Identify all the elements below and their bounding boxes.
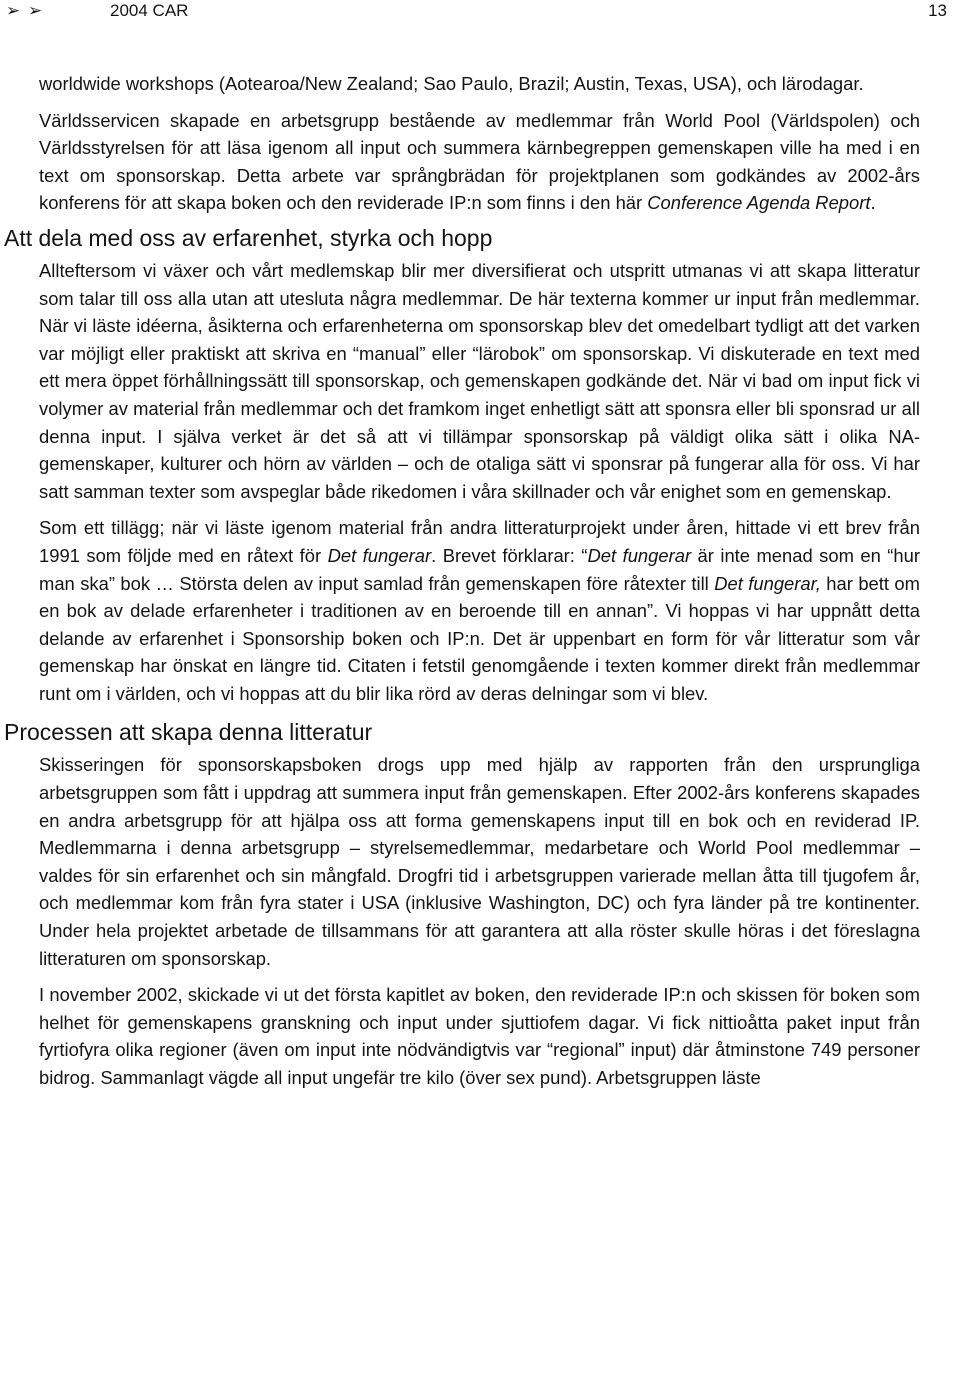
page-body: [0, 70, 960, 1092]
paragraph-workshops: worldwide workshops (Aotearoa/New Zealand; Sao Paulo, Brazil; Austin, Texas, USA), och lärodagar.: [39, 73, 864, 94]
emphasis-text: Det fungerar,: [714, 572, 821, 594]
paragraph-world-service: [39, 107, 920, 217]
page-number: 13: [928, 1, 947, 20]
paragraph-text: är inte menad som en “hur man ska” bok … Största delen av input samlad från gemenskapen före råtexter till: [39, 544, 921, 594]
running-header: [0, 0, 960, 24]
emphasis-text: Det fungerar: [327, 544, 432, 566]
section-heading: Processen att skapa denna litteratur: [4, 719, 373, 746]
paragraph-text: har bett om en bok av delade erfarenheter i traditionen av en beroende till en annan”. Vi hoppas vi har uppnått detta delande av erfarenhet i Sponsorship boken och IP:n. Det är uppenbart en form för vår litteratur som vår gemenskap har önskat en längre tid. Citaten i fetstil genomgående i texten kommer direkt från medlemmar runt om i världen, och vi hoppas att du blir lika rörd av deras delningar som vi blev.: [39, 572, 920, 704]
header-bullets: [6, 0, 50, 22]
emphasis-text: Det fungerar: [587, 544, 692, 566]
header-title: 2004 CAR: [110, 1, 189, 20]
paragraph-text: Världsservicen skapade en arbetsgrupp bestående av medlemmar från World Pool (Världspolen) och Världsstyrelsen för att läsa igenom all input och summera kärnbegreppen gemenskapen ville ha med i en text om sponsorskap. Detta arbete var språngbrädan för projektplanen som godkändes av 2002-års konferens för att skapa boken och den reviderade IP:n som finns i den här: [39, 109, 920, 214]
arrow-bullet-icon: ➢: [28, 1, 45, 20]
paragraph-process: Skisseringen för sponsorskapsboken drogs upp med hjälp av rapporten från den ursprungliga arbetsgruppen som fått i uppdrag att summera input från gemenskapen. Efter 2002-års konferens skapades en andra arbetsgrupp för att hjälpa oss att forma gemenskapens input till en bok och en reviderad IP. Medlemmarna i denna arbetsgrupp – styrelsemedlemmar, medarbetare och World Pool medlemmar – valdes för sin erfarenhet och sin mångfald. Drogfri tid i arbetsgruppen varierade mellan åtta till tjugofem år, och medlemmar kom från fyra stater i USA (inklusive Washington, DC) och fyra länder på tre kontinenter. Under hela projektet arbetade de tillsammans för att garantera att alla röster skulle höras i det föreslagna litteraturen om sponsorskap.: [39, 754, 920, 969]
arrow-bullet-icon: ➢: [6, 1, 23, 20]
paragraph-diversity: Allteftersom vi växer och vårt medlemskap blir mer diversifierat och utspritt utmanas vi att skapa litteratur som talar till oss alla utan att utesluta några medlemmar. De här texterna kommer ur input från medlemmar. När vi läste idéerna, åsikterna och erfarenheterna om sponsorskap blev det omedelbart tydligt att det varken var möjligt eller praktiskt att skriva en “manual” eller “lärobok” om sponsorskap. Vi diskuterade en text med ett mera öppet förhållningssätt till sponsorskap, och gemenskapen godkände det. När vi bad om input fick vi volymer av material från medlemmar och det framkom inget enhetligt sätt att sponsra eller bli sponsrad ur all denna input. I själva verket är det så att vi tillämpar sponsorskap på väldigt olika sätt i olika NA-gemenskaper, kulturer och hörn av världen – och de otaliga sätt vi sponsrar på fungerar alla för oss. Vi har satt samman texter som avspeglar både rikedomen i våra skillnader och vår enighet som en gemenskap.: [39, 259, 920, 502]
section-heading: Att dela med oss av erfarenhet, styrka och hopp: [4, 224, 493, 251]
paragraph-text: .: [870, 192, 876, 214]
paragraph-it-works: [39, 514, 920, 707]
paragraph-text: . Brevet förklarar: “: [431, 544, 588, 566]
emphasis-text: Conference Agenda Report: [647, 192, 871, 214]
paragraph-november-2002: I november 2002, skickade vi ut det första kapitlet av boken, den reviderade IP:n och skissen för boken som helhet för gemenskapens granskning och input under sjuttiofem dagar. Vi fick nittioåtta paket input från fyrtiofyra olika regioner (även om input inte nödvändigtvis var “regional” input) där åtminstone 749 personer bidrog. Sammanlagt vägde all input ungefär tre kilo (över sex pund). Arbetsgruppen läste: [39, 984, 920, 1088]
paragraph-text: Som ett tillägg; när vi läste igenom material från andra litteraturprojekt under åren, hittade vi ett brev från 1991 som följde med en råtext för: [39, 517, 920, 566]
